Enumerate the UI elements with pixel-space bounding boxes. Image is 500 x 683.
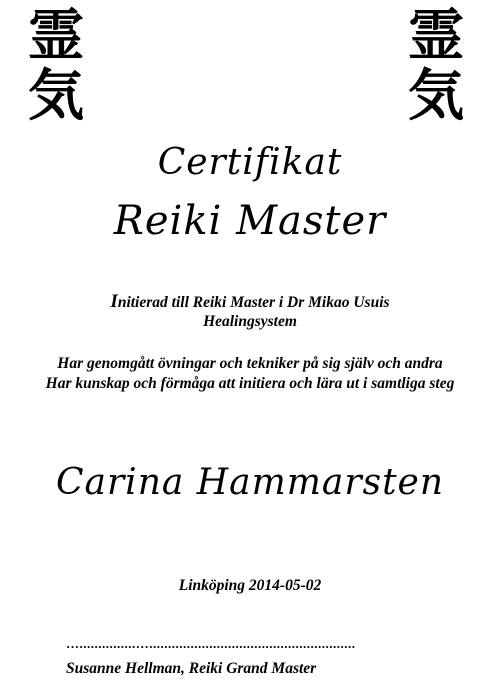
kanji-rei-right: 霊 [408, 3, 464, 69]
initiated-line-2: Healingsystem [203, 313, 297, 330]
place-and-date: Linköping 2014-05-02 [178, 577, 322, 594]
kanji-ki-right: 気 [408, 63, 464, 129]
initiated-initial: I [110, 291, 118, 312]
initiated-line-1-text: nitierad till Reiki Master i Dr Mikao Usuis [117, 294, 390, 311]
statement-line-1: Har genomgått övningar och tekniker på sig själv och andra [57, 355, 443, 372]
reiki-kanji-right [400, 3, 472, 129]
kanji-ki-left: 気 [28, 63, 84, 129]
certificate-title: Certifikat [157, 142, 343, 183]
reiki-kanji-left [20, 3, 92, 129]
signatory-name: Susanne Hellman, Reiki Grand Master [66, 660, 317, 677]
recipient-name: Carina Hammarsten [55, 462, 445, 503]
initiated-line-1 [0, 292, 500, 313]
certificate-subtitle: Reiki Master [113, 198, 387, 244]
signature-dotted-line: …...............…....................................................... [66, 636, 356, 651]
kanji-rei-left: 霊 [28, 3, 84, 69]
statement-line-2: Har kunskap och förmåga att initiera och lära ut i samtliga steg [45, 375, 455, 392]
